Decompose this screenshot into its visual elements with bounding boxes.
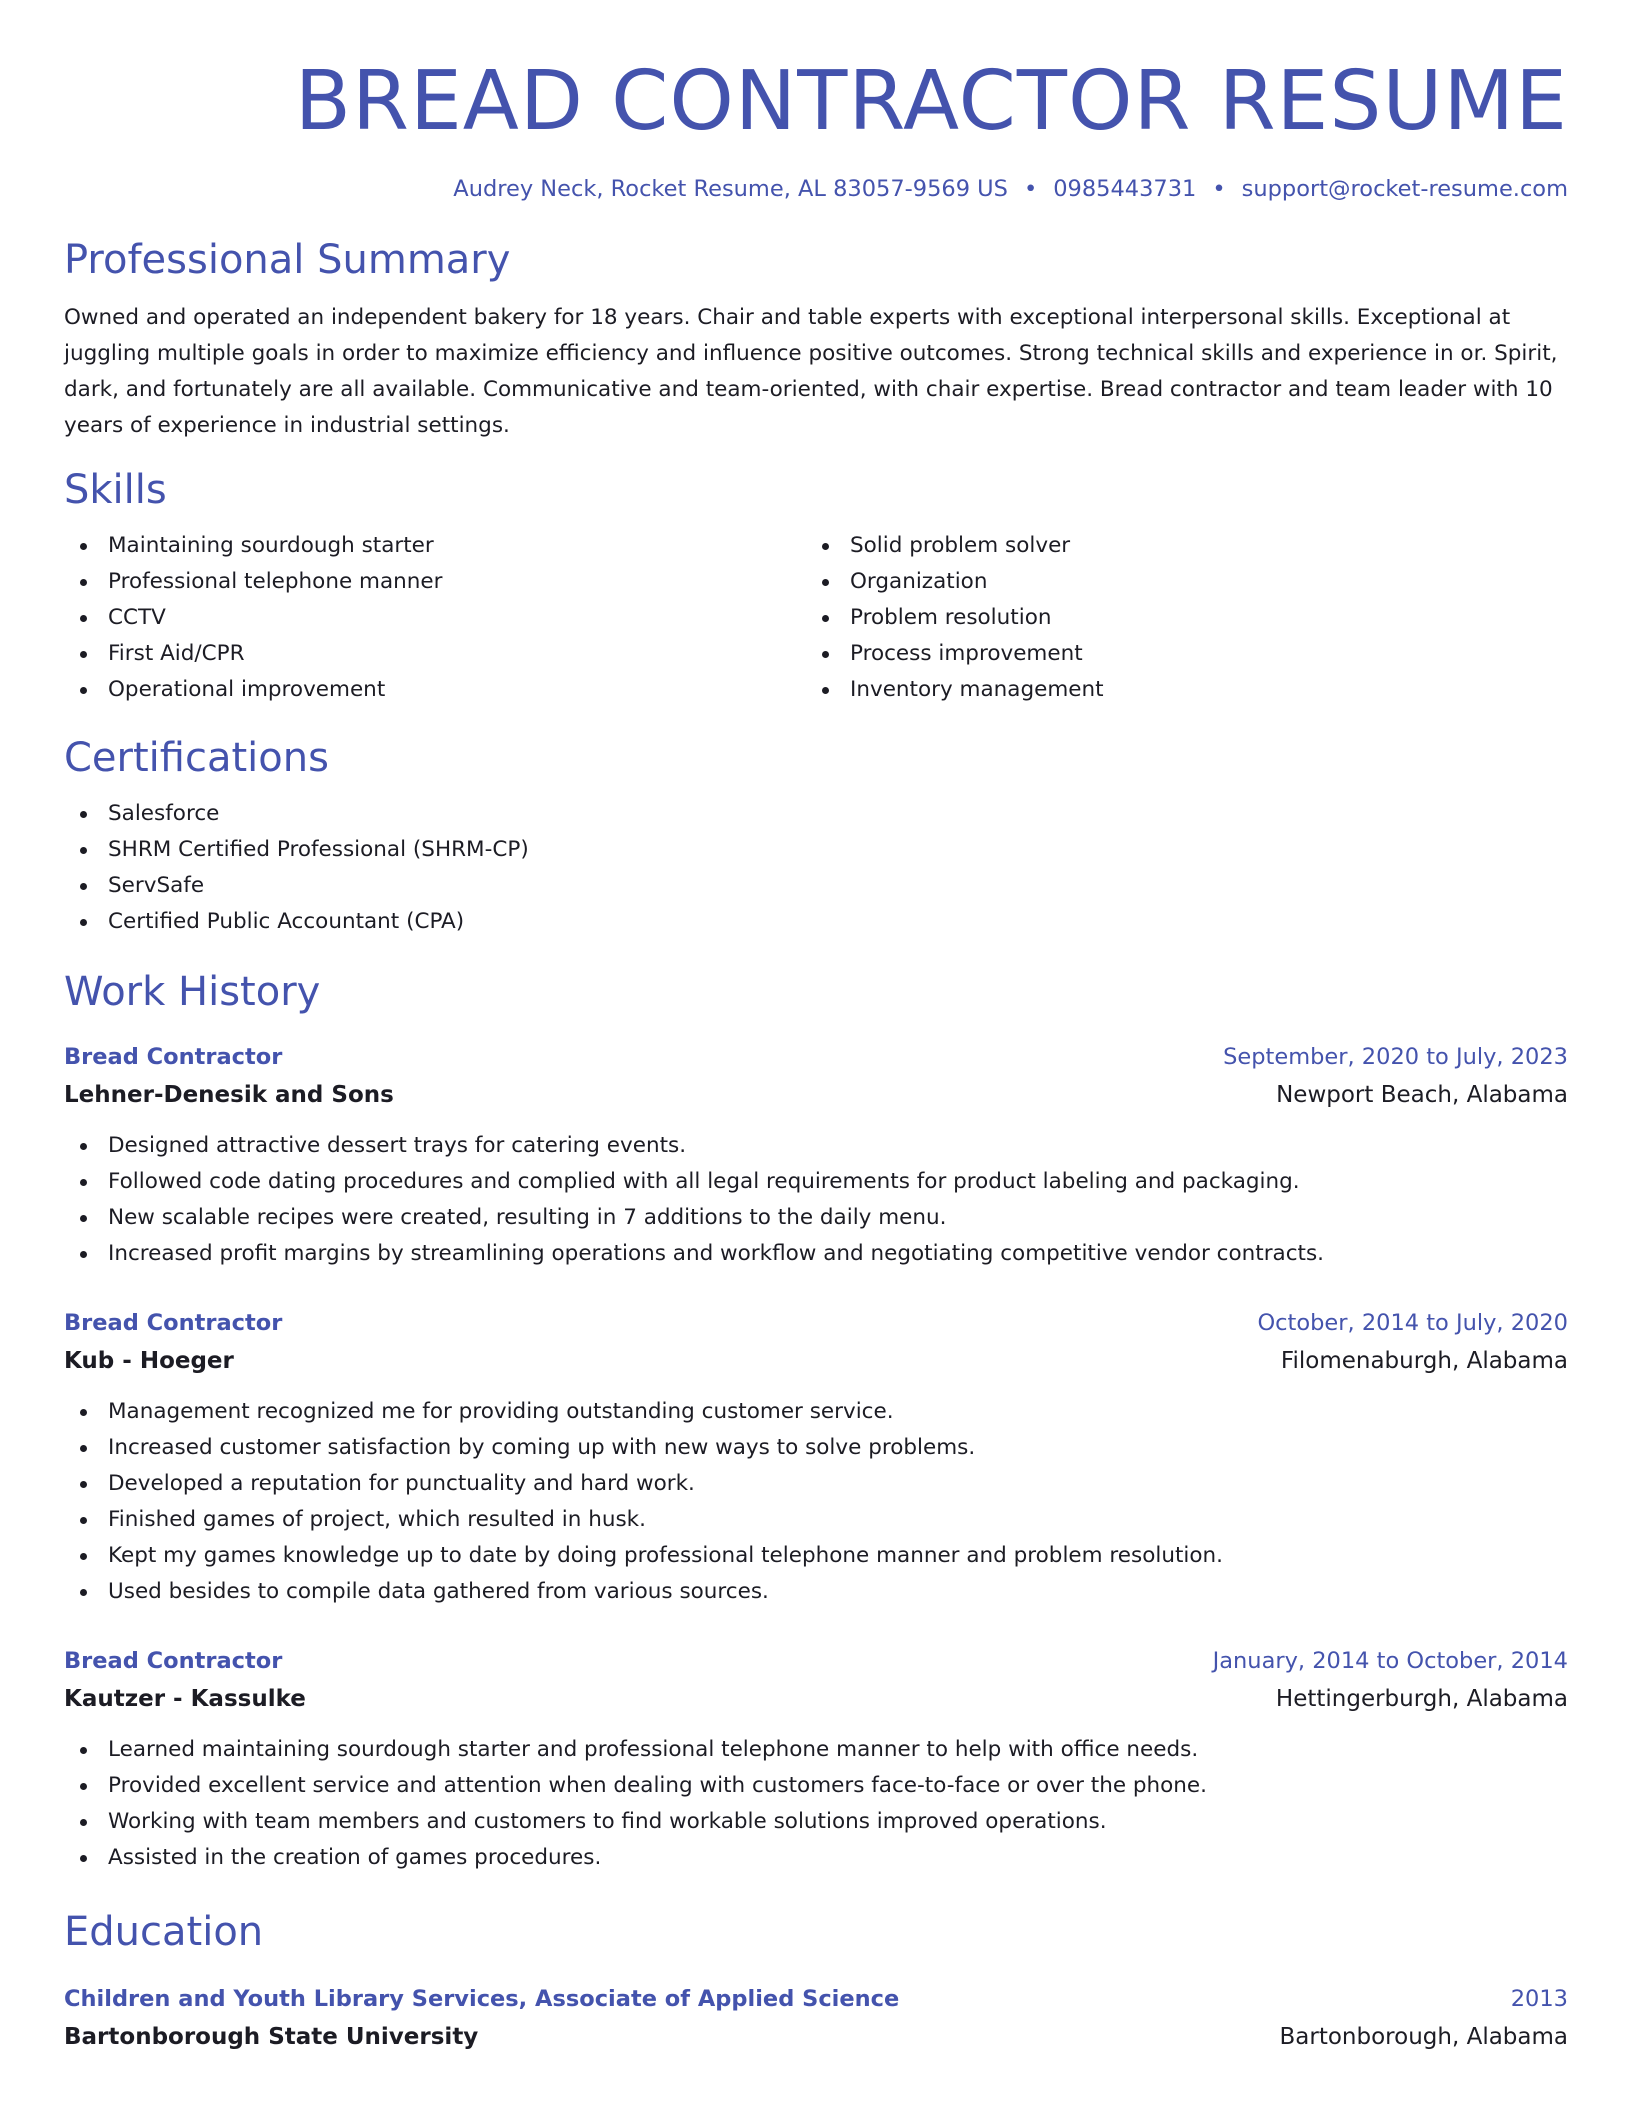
job-bullets <box>64 1394 1568 1610</box>
education-year: 2013 <box>1510 1986 1568 2012</box>
job-bullet: Developed a reputation for punctuality and hard work. <box>64 1466 1568 1502</box>
job-title: Bread Contractor <box>64 1648 283 1674</box>
job-bullets <box>64 1732 1568 1876</box>
education-location: Bartonborough, Alabama <box>1279 2024 1568 2050</box>
contact-address: Audrey Neck, Rocket Resume, AL 83057-9569 US <box>453 176 1008 202</box>
skill-item: Problem resolution <box>806 600 1548 636</box>
education-section <box>64 1906 1568 2056</box>
certifications-heading: Certifications <box>64 735 329 781</box>
job-bullet: New scalable recipes were created, resulting in 7 additions to the daily menu. <box>64 1200 1568 1236</box>
job-bullet: Management recognized me for providing outstanding customer service. <box>64 1394 1568 1430</box>
job-bullets <box>64 1128 1568 1272</box>
education-entry <box>64 1980 1568 2056</box>
job-company: Kautzer - Kassulke <box>64 1686 306 1712</box>
job-bullet: Finished games of project, which resulted in husk. <box>64 1502 1568 1538</box>
certification-item: Salesforce <box>64 796 1568 832</box>
job-entry <box>64 1642 1568 1876</box>
certification-item: ServSafe <box>64 868 1568 904</box>
certifications-list <box>64 796 1568 940</box>
contact-separator: • <box>1212 176 1226 202</box>
contact-email[interactable]: support@rocket-resume.com <box>1241 176 1568 202</box>
skill-item: Operational improvement <box>64 672 806 708</box>
job-bullet: Increased profit margins by streamlining operations and workflow and negotiating competitive vendor contracts. <box>64 1236 1568 1272</box>
job-bullet: Provided excellent service and attention when dealing with customers face-to-face or over the phone. <box>64 1768 1568 1804</box>
skill-item: Professional telephone manner <box>64 564 806 600</box>
job-bullet: Designed attractive dessert trays for catering events. <box>64 1128 1568 1164</box>
contact-line <box>64 174 1568 204</box>
summary-heading: Professional Summary <box>64 237 511 283</box>
education-school: Bartonborough State University <box>64 2024 479 2050</box>
skills-list-left <box>64 528 806 708</box>
job-bullet: Assisted in the creation of games procedures. <box>64 1840 1568 1876</box>
contact-separator: • <box>1023 176 1038 202</box>
job-dates: January, 2014 to October, 2014 <box>1212 1648 1568 1674</box>
skills-section <box>64 464 1568 708</box>
skill-item: Solid problem solver <box>806 528 1548 564</box>
skill-item: Inventory management <box>806 672 1548 708</box>
job-company: Kub - Hoeger <box>64 1348 234 1374</box>
job-company: Lehner-Denesik and Sons <box>64 1082 394 1108</box>
job-title: Bread Contractor <box>64 1310 283 1336</box>
job-dates: October, 2014 to July, 2020 <box>1257 1310 1568 1336</box>
summary-section <box>64 234 1568 444</box>
education-heading: Education <box>64 1909 264 1955</box>
job-title: Bread Contractor <box>64 1044 283 1070</box>
job-location: Newport Beach, Alabama <box>1276 1082 1568 1108</box>
certification-item: SHRM Certified Professional (SHRM-CP) <box>64 832 1568 868</box>
work-history-section <box>64 966 1568 1876</box>
work-history-heading: Work History <box>64 969 321 1015</box>
job-location: Filomenaburgh, Alabama <box>1280 1348 1568 1374</box>
job-entry <box>64 1304 1568 1610</box>
summary-text: Owned and operated an independent bakery for 18 years. Chair and table experts with exceptional interpersonal skills. Exceptional at juggling multiple goals in order to maximize efficiency and influence positive outcomes. Strong technical skills and experience in or. Spirit, dark, and fortunately are all available. Communicative and team-oriented, with chair expertise. Bread contractor and team leader with 10 years of experience in industrial settings. <box>64 305 1558 438</box>
skill-item: First Aid/CPR <box>64 636 806 672</box>
resume-title: BREAD CONTRACTOR RESUME <box>294 54 1568 149</box>
job-bullet: Kept my games knowledge up to date by doing professional telephone manner and problem resolution. <box>64 1538 1568 1574</box>
skills-list-right <box>806 528 1548 708</box>
certifications-section <box>64 732 1568 940</box>
skill-item: Process improvement <box>806 636 1548 672</box>
certification-item: Certified Public Accountant (CPA) <box>64 904 1568 940</box>
contact-phone: 0985443731 <box>1053 176 1197 202</box>
job-dates: September, 2020 to July, 2023 <box>1223 1044 1568 1070</box>
job-bullet: Followed code dating procedures and complied with all legal requirements for product labeling and packaging. <box>64 1164 1568 1200</box>
job-bullet: Working with team members and customers to find workable solutions improved operations. <box>64 1804 1568 1840</box>
job-bullet: Used besides to compile data gathered from various sources. <box>64 1574 1568 1610</box>
skill-item: CCTV <box>64 600 806 636</box>
skills-grid <box>64 528 1568 708</box>
job-location: Hettingerburgh, Alabama <box>1275 1686 1568 1712</box>
job-entry <box>64 1038 1568 1272</box>
skills-heading: Skills <box>64 467 167 513</box>
skill-item: Maintaining sourdough starter <box>64 528 806 564</box>
job-bullet: Increased customer satisfaction by coming up with new ways to solve problems. <box>64 1430 1568 1466</box>
skill-item: Organization <box>806 564 1548 600</box>
job-bullet: Learned maintaining sourdough starter and professional telephone manner to help with office needs. <box>64 1732 1568 1768</box>
education-degree: Children and Youth Library Services, Associate of Applied Science <box>64 1986 900 2012</box>
